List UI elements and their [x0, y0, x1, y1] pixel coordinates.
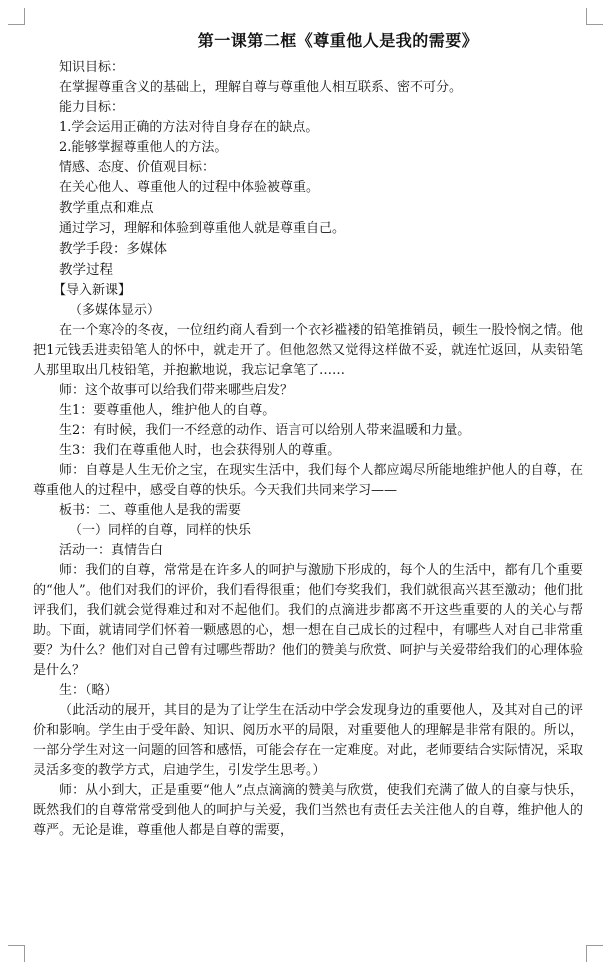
- knowledge-goal-text: 在掌握尊重含义的基础上，理解自尊与尊重他人相互联系、密不可分。: [59, 80, 463, 95]
- page-corner-mark-bottom-right: [586, 945, 603, 962]
- student-answer-1: 生1：要尊重他人，维护他人的自尊。: [59, 403, 276, 418]
- activity-note-paragraph: （此活动的展开，其目的是为了让学生在活动中学会发现身边的重要他人，及其对自己的评价和影响。学生由于受年龄、知识、阅历水平的局限，对重要他人的理解是非常有限的。所以，一部分学生对这一问题的回答和感悟，可能会存在一定难度。对此，老师要结合实际情况，采取灵活多变的教学方式，启迪学生，引发学生思考。）: [33, 703, 583, 778]
- page-corner-mark-top-left: [8, 8, 25, 25]
- teacher-intro-paragraph: 师：自尊是人生无价之宝，在现实生活中，我们每个人都应竭尽所能地维护他人的自尊，在尊重他人的过程中，感受自尊的快乐。今天我们共同来学习——: [33, 463, 583, 498]
- emotion-goal-label: 情感、态度、价值观目标：: [59, 160, 216, 175]
- document-title: 第一课第二框《尊重他人是我的需要》: [197, 31, 479, 50]
- ability-goal-label: 能力目标：: [59, 100, 125, 115]
- student-answer-2: 生2：有时候，我们一不经意的动作、语言可以给别人带来温暖和力量。: [59, 423, 471, 438]
- teacher-activity-paragraph: 师：我们的自尊，常常是在许多人的呵护与激励下形成的，每个人的生活中，都有几个重要的“他人”。他们对我们的评价，我们看得很重；他们夸奖我们，我们就很高兴甚至激动；他们批评我们，我们就会觉得难过和对不起他们。我们的点滴进步都离不开这些重要的人的关心与帮助。下面，就请同学们怀着一颗感恩的心，想一想在自己成长的过程中，有哪些人对自己非常重要？为什么？他们对自己曾有过哪些帮助？他们的赞美与欣赏、呵护与关爱带给我们的心理体验是什么？: [33, 563, 583, 678]
- story-paragraph: 在一个寒冷的冬夜，一位纽约商人看到一个衣衫褴褛的铅笔推销员，顿生一股怜悯之情。他把1元钱丢进卖铅笔人的怀中，就走开了。但他忽然又觉得这样做不妥，就连忙返回，从卖铅笔人那里取出几枝铅笔，并抱歉地说，我忘记拿笔了……: [33, 323, 583, 378]
- board-writing: 板书：二、尊重他人是我的需要: [59, 503, 242, 518]
- emotion-goal-text: 在关心他人、尊重他人的过程中体验被尊重。: [59, 180, 320, 195]
- student-omitted-answer: 生：（略）: [59, 683, 118, 698]
- teaching-process-label: 教学过程: [59, 262, 113, 278]
- page-corner-mark-bottom-left: [8, 945, 25, 962]
- teacher-closing-paragraph: 师：从小到大，正是重要“他人”点点滴滴的赞美与欣赏，使我们充满了做人的自豪与快乐，既然我们的自尊常常受到他人的呵护与关爱，我们当然也有责任去关注他人的自尊，维护他人的尊严。无论是谁，尊重他人都是自尊的需要，: [33, 783, 583, 838]
- key-points-text: 通过学习，理解和体验到尊重他人就是尊重自己。: [59, 221, 346, 236]
- sub-section-heading: （一）同样的自尊，同样的快乐: [69, 523, 252, 538]
- key-points-label: 教学重点和难点: [59, 200, 154, 216]
- knowledge-goal-label: 知识目标：: [59, 60, 125, 75]
- ability-goal-item-2: 2.能够掌握尊重他人的方法。: [59, 140, 228, 155]
- document-page: [33, 30, 583, 841]
- ability-goal-item-1: 1.学会运用正确的方法对待自身存在的缺点。: [59, 120, 319, 135]
- intro-heading: 【导入新课】: [53, 283, 132, 298]
- teaching-means: 教学手段：多媒体: [59, 241, 167, 257]
- page-corner-mark-top-right: [586, 8, 603, 25]
- teacher-question: 师：这个故事可以给我们带来哪些启发？: [59, 383, 294, 398]
- multimedia-note: （多媒体显示）: [69, 303, 161, 318]
- student-answer-3: 生3：我们在尊重他人时，也会获得别人的尊重。: [59, 443, 341, 458]
- activity-heading: 活动一：真情告白: [59, 543, 164, 558]
